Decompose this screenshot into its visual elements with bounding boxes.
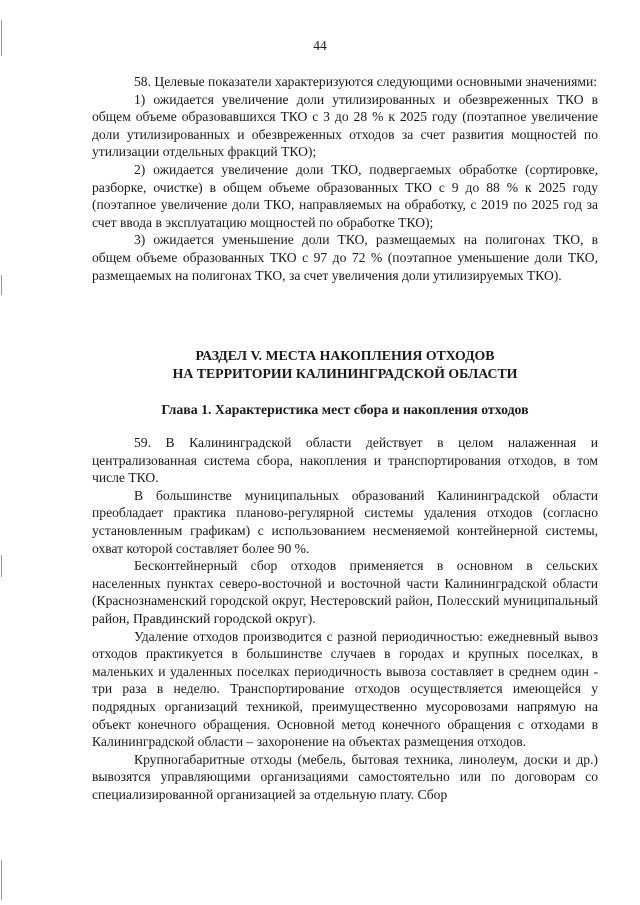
chapter-heading: Глава 1. Характеристика мест сбора и накопления отходов [161,402,529,417]
scan-edge-mark [1,275,2,295]
scan-edge-mark [1,860,2,900]
paragraph-bulky-waste: Крупногабаритные отходы (мебель, бытовая техника, линолеум, доски и др.) вывозятся управляющими организациями самостоятельно или по договорам со специализированной организацией за отдельную плату. Сбор [92,751,598,802]
section-heading-line-1: РАЗДЕЛ V. МЕСТА НАКОПЛЕНИЯ ОТХОДОВ [195,348,495,363]
target-item-3: 3) ожидается уменьшение доли ТКО, размещаемых на полигонах ТКО, в общем объеме образованных ТКО с 97 до 72 % (поэтапное уменьшение доли ТКО, размещаемых на полигонах ТКО, за счет увеличения доли утилизируемых ТКО). [92,232,598,283]
paragraph-container-system: В большинстве муниципальных образований Калининградской области преобладает практика планово-регулярной системы удаления отходов (согласно установленным графикам) с использованием несменяемой контейнерной системы, охват которой составляет более 90 %. [92,487,598,556]
collection-section [92,434,598,803]
paragraph-containerless: Бесконтейнерный сбор отходов применяется в основном в сельских населенных пунктах северо-восточной и восточной части Калининградской области (Краснознаменский городской округ, Нестеровский район, Полесский муниципальный район, Правдинский городской округ). [92,558,598,626]
section-heading [92,347,598,383]
page-number: 44 [313,38,327,53]
target-item-1: 1) ожидается увеличение доли утилизированных и обезвреженных ТКО в общем объеме образовавшихся ТКО с 3 до 28 % к 2025 году (поэтапное увеличение доли утилизированных и обезвреженных отходов за счет развития мощностей по утилизации отдельных фракций ТКО); [92,91,598,160]
paragraph-removal: Удаление отходов производится с разной периодичностью: ежедневный вывоз отходов практикуется в большинстве случаев в городах и крупных поселках, в маленьких и удаленных поселках периодичность вывоза составляет в среднем один - три раза в неделю. Транспортирование отходов осуществляется имеющейся у подрядных организаций техникой, преимущественно мусоровозами напрямую на объект конечного обращения. Основной метод конечного обращения с отходами в Калининградской области – захоронение на объектах размещения отходов. [92,628,598,750]
target-item-2: 2) ожидается увеличение доли ТКО, подвергаемых обработке (сортировке, разборке, очистке) в общем объеме образованных ТКО с 9 до 88 % к 2025 году (поэтапное увеличение доли ТКО, направляемых на обработку, с 2019 по 2025 год за счет ввода в эксплуатацию мощностей по обработке ТКО); [92,161,598,230]
paragraph-58: 58. Целевые показатели характеризуются следующими основными значениями: [134,74,597,89]
scan-edge-mark [1,555,2,577]
section-heading-line-2: НА ТЕРРИТОРИИ КАЛИНИНГРАДСКОЙ ОБЛАСТИ [172,366,518,381]
targets-section [92,73,598,284]
paragraph-59: 59. В Калининградской области действует в целом налаженная и централизованная система сбора, накопления и транспортирования отходов, в том числе ТКО. [92,435,598,486]
